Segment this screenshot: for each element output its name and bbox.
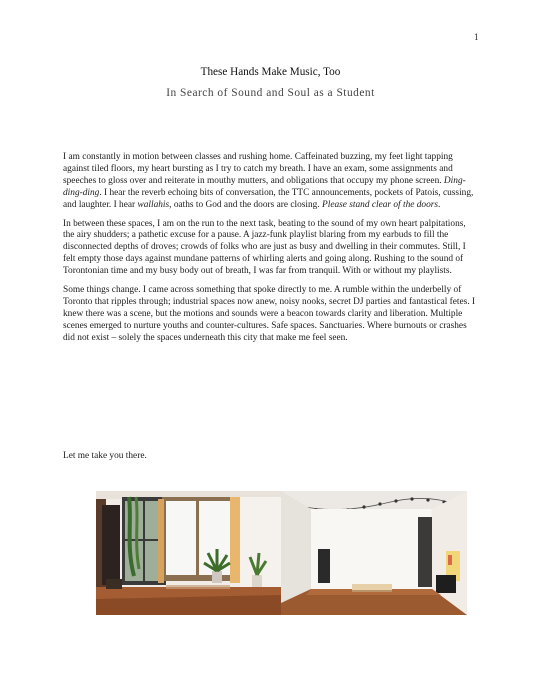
paragraph-2: In between these spaces, I am on the run to the next task, beating to the sound of my own heart palpitations, the airy shudders; a pathetic excuse for a pause. A jazz-funk playlist blaring from my earbuds to fill the disconnected depths of droves; crowds of folks who are just as busy and dwelling in their commutes. Still, I felt empty those days against mundane patterns of whirling alerts and going along. Rushing to the sound of Torontonian time and my busy body out of breath, I was far from tranquil. With or without my playlists. <box>63 218 466 277</box>
studio-photo <box>96 491 467 615</box>
paragraph-1-emphasis-ding: Ding-ding-ding <box>63 175 466 198</box>
document-subtitle: In Search of Sound and Soul as a Student <box>166 87 375 99</box>
paragraph-3: Some things change. I came across something that spoke directly to me. A rumble within the underbelly of Toronto that ripples through; industrial spaces now anew, noisy nooks, secret DJ parties and fantastical fetes. I knew there was a scene, but the motions and sounds were a beacon towards clarity and liberation. Multiple scenes emerged to nurture youths and counter-cultures. Safe spaces. Sanctuaries. Where burnouts or crashes did not exist – solely the spaces underneath this city that make me feel seen. <box>63 285 476 343</box>
paragraph-1-text-e: , oaths to God and the doors are closing. <box>169 199 323 210</box>
paragraph-1 <box>63 152 479 212</box>
article-body <box>63 152 479 352</box>
paragraph-1-text-g: . <box>438 199 441 210</box>
closing-line: Let me take you there. <box>63 451 147 461</box>
document-title: These Hands Make Music, Too <box>200 66 341 78</box>
page-number: 1 <box>473 33 479 42</box>
paragraph-1-text-a: I am constantly in motion between classes and rushing home. Caffeinated buzzing, my feet light tapping against tiled floors, my heart bursting as I try to catch my breath. I have an exam, some assignments and speeches to gloss over and reiterate in mouthy mutters, and obligations that occupy my phone screen. <box>63 152 453 186</box>
paragraph-1-emphasis-wallahis: wallahis <box>137 199 170 210</box>
paragraph-1-text-c: . I hear the reverb echoing bits of conversation, the TTC announcements, pockets of Patois, cussing, and laughter. I hear <box>63 187 474 210</box>
paragraph-1-emphasis-doors: Please stand clear of the doors <box>322 199 439 210</box>
